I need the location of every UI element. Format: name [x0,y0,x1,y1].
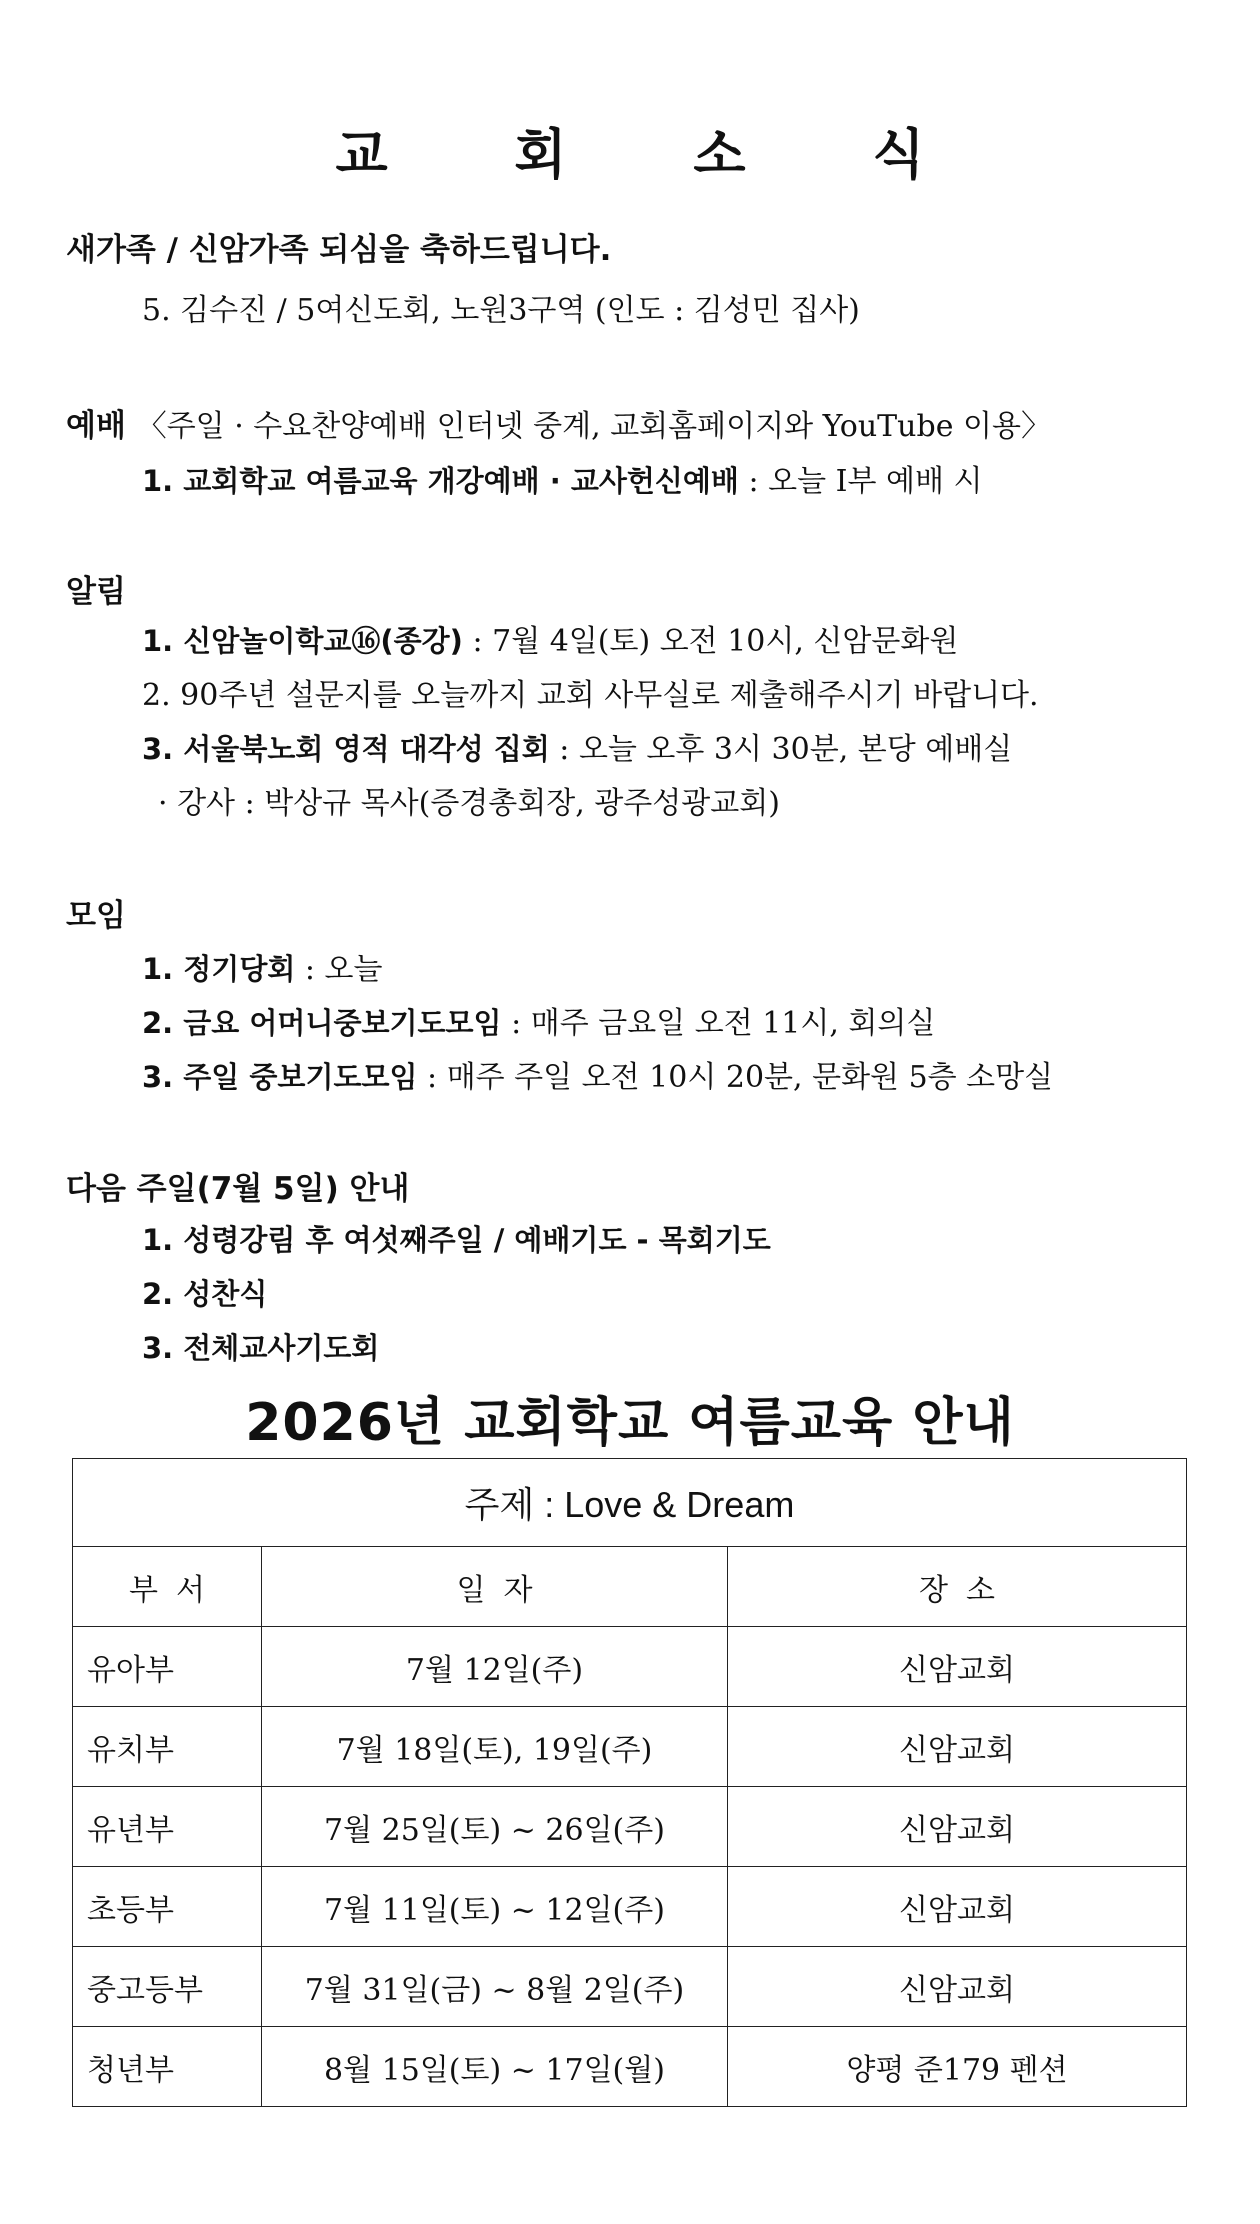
table-row [73,1787,1187,1867]
table-row [73,2027,1187,2107]
worship-item-title: 1. 교회학교 여름교육 개강예배 · 교사헌신예배 [142,464,739,498]
meeting-item-3 [142,1052,1053,1096]
meeting-item-1-detail: : 오늘 [304,952,383,987]
dept-cell: 중고등부 [73,1947,262,2027]
dept-cell: 유치부 [73,1707,262,1787]
notice-item-3-detail: : 오늘 오후 3시 30분, 본당 예배실 [559,732,1013,767]
date-cell: 7월 18일(토), 19일(주) [262,1707,728,1787]
header-date: 일자 [262,1547,728,1627]
meeting-item-3-detail: : 매주 주일 오전 10시 20분, 문화원 5층 소망실 [427,1060,1054,1095]
place-cell: 신암교회 [728,1867,1187,1947]
next-sunday-item-2 [142,1272,267,1313]
date-cell: 7월 11일(토) ~ 12일(주) [262,1867,728,1947]
place-cell: 신암교회 [728,1787,1187,1867]
notice-item-3-title: 3. 서울북노회 영적 대각성 집회 [142,732,550,766]
table-row [73,1947,1187,2027]
next-sunday-item-3-text: 3. 전체교사기도회 [142,1331,380,1365]
next-sunday-item-1-text: 1. 성령강림 후 여섯째주일 / 예배기도 - 목회기도 [142,1223,771,1257]
notice-item-3 [142,724,1012,768]
table-row [73,1867,1187,1947]
dept-cell: 유년부 [73,1787,262,1867]
new-family-heading: 새가족 / 신암가족 되심을 축하드립니다. [66,232,612,268]
theme-row [73,1459,1187,1547]
worship-item-detail: : 오늘 Ⅰ부 예배 시 [748,464,983,499]
next-sunday-heading: 다음 주일(7월 5일) 안내 [66,1171,410,1207]
worship-heading: 예배 [66,408,126,444]
notice-item-2: 2. 90주년 설문지를 오늘까지 교회 사무실로 제출해주시기 바랍니다. [142,678,1039,713]
meetings-heading: 모임 [66,898,126,934]
notice-item-1-title: 1. 신암놀이학교⑯(종강) [142,624,463,658]
next-sunday-item-1 [142,1218,771,1259]
place-cell: 신암교회 [728,1707,1187,1787]
next-sunday-item-2-text: 2. 성찬식 [142,1277,268,1311]
meeting-item-2 [142,998,935,1042]
date-cell: 7월 31일(금) ~ 8월 2일(주) [262,1947,728,2027]
worship-section [66,400,1051,445]
place-cell: 신암교회 [728,1947,1187,2027]
dept-cell: 유아부 [73,1627,262,1707]
place-cell: 양평 준179 펜션 [728,2027,1187,2107]
next-sunday-item-3 [142,1326,379,1367]
date-cell: 7월 12일(주) [262,1627,728,1707]
date-cell: 8월 15일(토) ~ 17일(월) [262,2027,728,2107]
table-header-row [73,1547,1187,1627]
table-row [73,1627,1187,1707]
meeting-item-2-title: 2. 금요 어머니중보기도모임 [142,1006,502,1040]
header-dept: 부서 [73,1547,262,1627]
notice-item-1-detail: : 7월 4일(토) 오전 10시, 신암문화원 [472,624,959,659]
notice-heading: 알림 [66,574,126,610]
notice-item-3-speaker: · 강사 : 박상규 목사(증경총회장, 광주성광교회) [158,786,780,821]
meeting-item-3-title: 3. 주일 중보기도모임 [142,1060,418,1094]
page-title: 교 회 소 식 [335,123,979,186]
dept-cell: 초등부 [73,1867,262,1947]
notice-item-1 [142,616,958,660]
theme-cell: 주제 : Love & Dream [73,1459,1187,1547]
dept-cell: 청년부 [73,2027,262,2107]
meeting-item-1-title: 1. 정기당회 [142,952,296,986]
worship-note: 〈주일 · 수요찬양예배 인터넷 중계, 교회홈페이지와 YouTube 이용〉 [136,409,1051,444]
date-cell: 7월 25일(토) ~ 26일(주) [262,1787,728,1867]
meeting-item-2-detail: : 매주 금요일 오전 11시, 회의실 [511,1006,936,1041]
header-place: 장소 [728,1547,1187,1627]
worship-item [142,456,982,500]
table-row [73,1707,1187,1787]
summer-table-title: 2026년 교회학교 여름교육 안내 [245,1393,1015,1453]
summer-schedule-table [72,1458,1187,2107]
place-cell: 신암교회 [728,1627,1187,1707]
meeting-item-1 [142,944,383,988]
new-family-item: 5. 김수진 / 5여신도회, 노원3구역 (인도 : 김성민 집사) [142,293,860,328]
